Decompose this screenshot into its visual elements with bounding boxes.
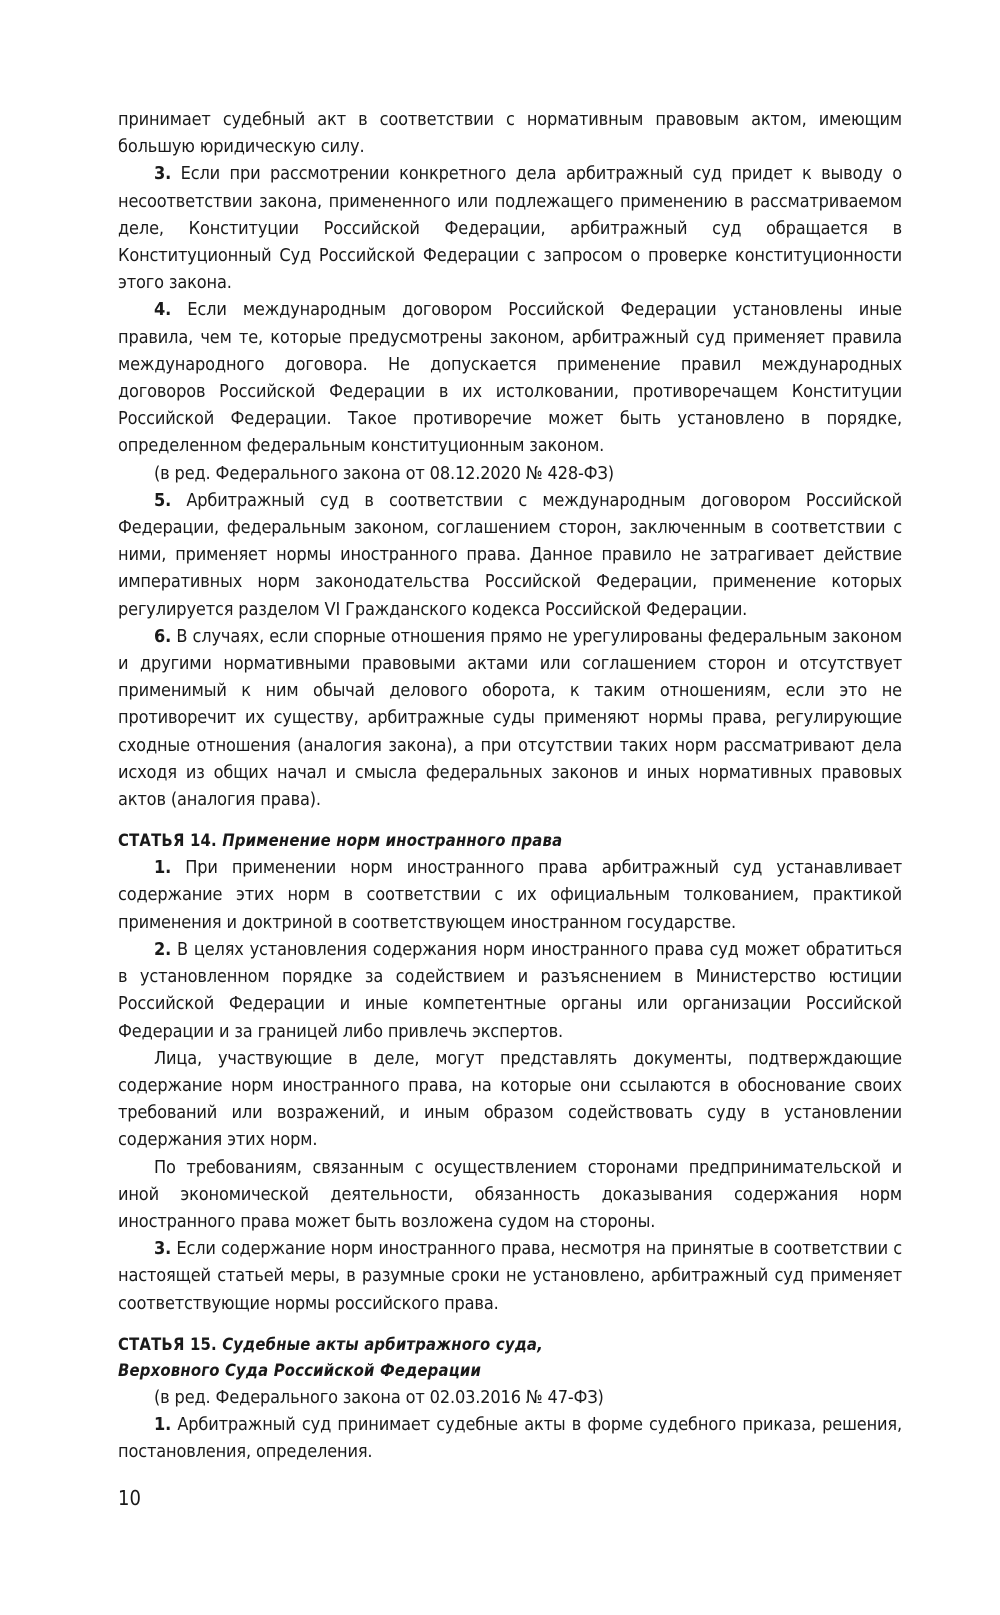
item-number: 2. — [154, 938, 172, 960]
paragraph-item-4 — [118, 296, 902, 459]
paragraph-text: Если при рассмотрении конкретного дела арбитражный суд придет к выводу о несоответствии закона, примененного или подлежащего применению в рассматриваемом деле, Конституции Российской Федерации, арбитражный суд обращается в Конституционный Суд Российской Федерации с запросом о проверке конституционности этого закона. — [118, 163, 902, 294]
page-body — [118, 106, 902, 1465]
paragraph-item-3 — [118, 160, 902, 296]
article-14-heading — [118, 828, 902, 854]
paragraph-text: В целях установления содержания норм иностранного права суд может обратиться в установленном порядке за содействием и разъяснением в Министерство юстиции Российской Федерации и иные компетентные органы или организации Российской Федерации и за границей либо привлечь экспертов. — [118, 938, 902, 1042]
article-label: СТАТЬЯ 15. — [118, 1334, 217, 1354]
paragraph-text: Арбитражный суд в соответствии с международным договором Российской Федерации, федеральным законом, соглашением сторон, заключенным в соответствии с ними, применяет нормы иностранного права. Данное правило не затрагивает действие императивных норм законодательства Российской Федерации, применение которых регулируется разделом VI Гражданского кодекса Российской Федерации. — [118, 489, 902, 620]
article-title-line-1: Судебные акты арбитражного суда, — [222, 1334, 543, 1354]
edition-note: (в ред. Федерального закона от 02.03.2016 № 47-ФЗ) — [154, 1386, 604, 1408]
item-number: 5. — [154, 489, 172, 511]
paragraph-continuation: принимает судебный акт в соответствии с нормативным правовым актом, имеющим большую юридическую силу. — [118, 109, 902, 158]
article-14-paragraph: По требованиям, связанным с осуществлением сторонами предпринимательской и иной экономической деятельности, обязанность доказывания содержания норм иностранного права может быть возложена судом на стороны. — [118, 1156, 902, 1232]
paragraph-text: При применении норм иностранного права арбитражный суд устанавливает содержание этих норм в соответствии с их официальным толкованием, практикой применения и доктриной в соответствующем иностранном государстве. — [118, 857, 903, 933]
article-title: Применение норм иностранного права — [222, 831, 563, 851]
article-14-item-3 — [118, 1235, 902, 1317]
item-number: 3. — [154, 1238, 172, 1260]
paragraph-text: Если международным договором Российской Федерации установлены иные правила, чем те, которые предусмотрены законом, арбитражный суд применяет правила международного договора. Не допускается применение правил международных договоров Российской Федерации в их истолковании, противоречащем Конституции Российской Федерации. Такое противоречие может быть установлено в порядке, определенном федеральным конституционным законом. — [118, 299, 902, 457]
item-number: 6. — [154, 625, 172, 647]
item-number: 4. — [154, 299, 172, 321]
paragraph-item-5 — [118, 487, 902, 623]
edition-note: (в ред. Федерального закона от 08.12.2020 № 428-ФЗ) — [154, 462, 614, 484]
item-number: 3. — [154, 163, 172, 185]
paragraph-text: Если содержание норм иностранного права, несмотря на принятые в соответствии с настоящей статьей меры, в разумные сроки не установлено, арбитражный суд применяет соответствующие нормы российского права. — [118, 1238, 902, 1314]
article-title-line-2: Верховного Суда Российской Федерации — [118, 1360, 482, 1380]
item-number: 1. — [154, 857, 172, 879]
page-number: 10 — [118, 1486, 141, 1510]
article-14-item-2 — [118, 936, 902, 1045]
paragraph-text: Арбитражный суд принимает судебные акты в форме судебного приказа, решения, постановления, определения. — [118, 1413, 902, 1463]
article-15-item-1 — [118, 1411, 902, 1465]
paragraph-text: В случаях, если спорные отношения прямо не урегулированы федеральным законом и другими нормативными правовыми актами или соглашением сторон и отсутствует применимый к ним обычай делового оборота, к таким отношениям, если это не противоречит их существу, арбитражные суды применяют нормы права, регулирующие сходные отношения (аналогия закона), а при отсутствии таких норм рассматривают дела исходя из общих начал и смысла федеральных законов и иных нормативных правовых актов (аналогия права). — [118, 625, 903, 811]
paragraph-item-6 — [118, 623, 902, 813]
article-15-heading — [118, 1332, 902, 1384]
article-14-paragraph: Лица, участвующие в деле, могут представлять документы, подтверждающие содержание норм иностранного права, на которые они ссылаются в обоснование своих требований или возражений, и иным образом содействовать суду в установлении содержания этих норм. — [118, 1047, 902, 1151]
article-14-item-1 — [118, 854, 902, 936]
item-number: 1. — [154, 1413, 172, 1435]
article-label: СТАТЬЯ 14. — [118, 831, 217, 851]
